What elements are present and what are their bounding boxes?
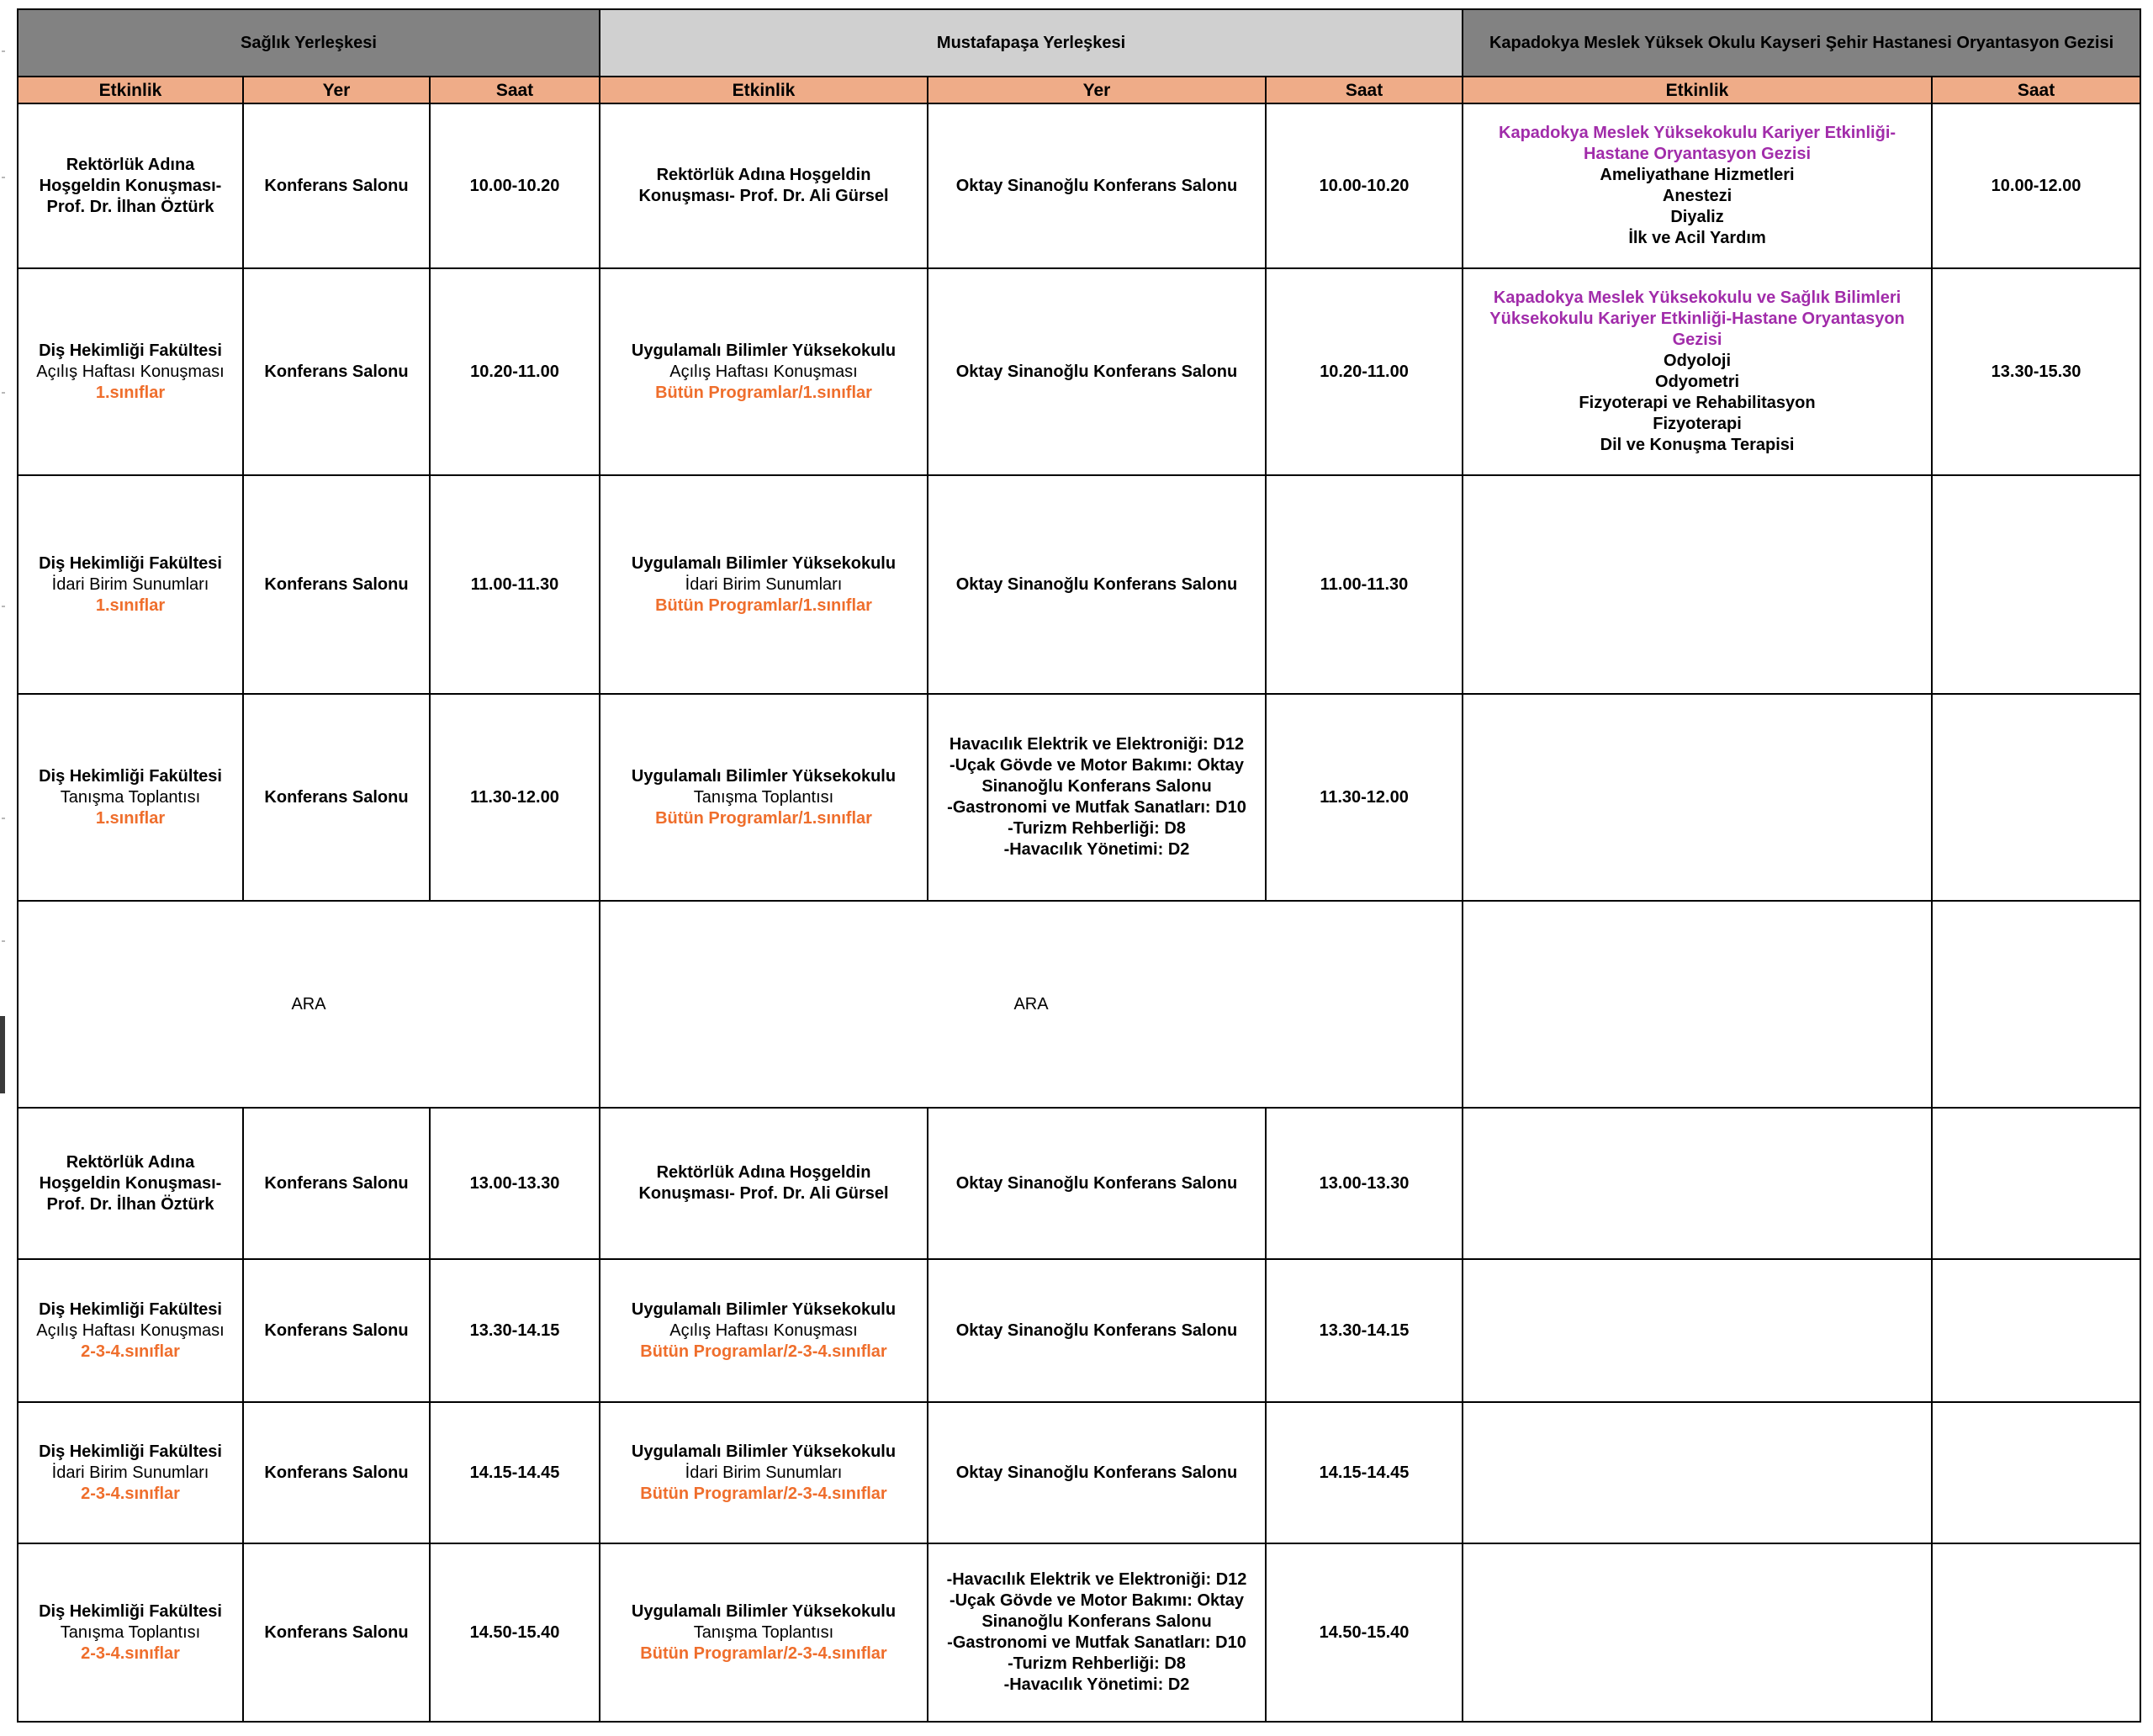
place-line: Oktay Sinanoğlu Konferans Salonu <box>955 362 1238 381</box>
saglik-place-cell[interactable] <box>243 694 430 901</box>
saglik-etkinlik-column-header[interactable]: Etkinlik <box>18 77 243 103</box>
kapadokya-time-cell[interactable] <box>1932 475 2140 694</box>
kapadokya-event-cell[interactable] <box>1463 475 1932 694</box>
kapadokya-time-cell[interactable] <box>1932 103 2140 268</box>
kapadokya-time-cell[interactable] <box>1932 901 2140 1108</box>
saglik-time-cell[interactable] <box>430 1259 600 1402</box>
kapadokya-item: Ameliyathane Hizmetleri <box>1600 166 1795 184</box>
event-line: Konuşması- Prof. Dr. Ali Gürsel <box>638 187 889 205</box>
table-row <box>18 268 2140 475</box>
event-subtitle: Açılış Haftası Konuşması <box>36 1321 225 1340</box>
event-subtitle: İdari Birim Sunumları <box>51 574 209 594</box>
row-tick <box>2 392 5 394</box>
saglik-saat-column-header[interactable]: Saat <box>430 77 600 103</box>
table-row <box>18 1108 2140 1259</box>
event-line: Rektörlük Adına Hoşgeldin <box>656 166 871 184</box>
campus-header-row <box>18 9 2140 77</box>
class-label: 2-3-4.sınıflar <box>81 1484 180 1503</box>
saglik-place-cell[interactable] <box>243 475 430 694</box>
kapadokya-title-line: Kapadokya Meslek Yüksekokulu ve Sağlık Bilimleri <box>1493 288 1902 307</box>
time-label: 13.30-15.30 <box>1991 362 2082 381</box>
event-line: Rektörlük Adına <box>66 155 195 174</box>
table-row <box>18 103 2140 268</box>
saglik-time-cell[interactable] <box>430 268 600 475</box>
mustafapasa-event-cell[interactable] <box>600 1402 928 1543</box>
place-label: Konferans Salonu <box>264 1622 409 1642</box>
class-label: 2-3-4.sınıflar <box>81 1342 180 1361</box>
kapadokya-event-cell[interactable] <box>1463 901 1932 1108</box>
saglik-place-cell[interactable] <box>243 1402 430 1543</box>
mustafapasa-event-cell[interactable] <box>600 268 928 475</box>
mustafapasa-event-cell[interactable] <box>600 103 928 268</box>
place-label: Konferans Salonu <box>264 787 409 807</box>
table-row <box>18 1543 2140 1722</box>
class-label: 1.sınıflar <box>95 383 166 402</box>
event-title: Diş Hekimliği Fakültesi <box>39 1601 222 1621</box>
kapadokya-item: Dil ve Konuşma Terapisi <box>1600 436 1795 454</box>
saglik-event-cell[interactable] <box>18 694 243 901</box>
row-tick <box>2 606 5 607</box>
mustafapasa-etkinlik-column-header[interactable]: Etkinlik <box>600 77 928 103</box>
event-title: Uygulamalı Bilimler Yüksekokulu <box>631 553 897 573</box>
kapadokya-item: Fizyoterapi <box>1653 415 1742 433</box>
place-label: Konferans Salonu <box>264 176 409 195</box>
place-line: -Gastronomi ve Mutfak Sanatları: D10 <box>947 798 1246 817</box>
place-line: Oktay Sinanoğlu Konferans Salonu <box>955 1173 1238 1193</box>
row-tick <box>2 50 5 52</box>
row-tick <box>2 818 5 819</box>
event-line: Konuşması- Prof. Dr. Ali Gürsel <box>638 1184 889 1203</box>
place-line: Oktay Sinanoğlu Konferans Salonu <box>955 574 1238 594</box>
time-label: 10.00-10.20 <box>1319 176 1410 195</box>
mustafapasa-event-cell[interactable] <box>600 1259 928 1402</box>
event-title: Uygulamalı Bilimler Yüksekokulu <box>631 1601 897 1621</box>
event-line: Rektörlük Adına Hoşgeldin <box>656 1163 871 1182</box>
time-label: 13.30-14.15 <box>1319 1321 1410 1340</box>
saglik-time-cell[interactable] <box>430 103 600 268</box>
event-line: Hoşgeldin Konuşması- <box>39 1173 222 1193</box>
event-subtitle: Açılış Haftası Konuşması <box>36 362 225 381</box>
saglik-time-cell[interactable] <box>430 1543 600 1722</box>
place-label: Konferans Salonu <box>264 574 409 594</box>
time-label: 10.00-10.20 <box>469 176 560 195</box>
place-label: Konferans Salonu <box>264 1463 409 1482</box>
break-label: ARA <box>1013 994 1049 1014</box>
mustafapasa-event-cell[interactable] <box>600 475 928 694</box>
kapadokya-event-cell[interactable] <box>1463 1108 1932 1259</box>
place-line: -Havacılık Yönetimi: D2 <box>1003 840 1190 859</box>
kapadokya-item: Anestezi <box>1662 187 1732 205</box>
time-label: 10.20-11.00 <box>470 362 559 381</box>
class-label: 1.sınıflar <box>95 595 166 615</box>
mustafapasa-time-cell[interactable] <box>1266 1108 1463 1259</box>
event-subtitle: Tanışma Toplantısı <box>60 787 201 807</box>
kapadokya-time-cell[interactable] <box>1932 694 2140 901</box>
mustafapasa-place-cell[interactable] <box>928 1108 1266 1259</box>
place-line: Sinanoğlu Konferans Salonu <box>981 1612 1212 1631</box>
mustafapasa-event-cell[interactable] <box>600 694 928 901</box>
kapadokya-event-cell[interactable] <box>1463 103 1932 268</box>
mustafapasa-place-cell[interactable] <box>928 1259 1266 1402</box>
class-label: Bütün Programlar/2-3-4.sınıflar <box>640 1484 887 1503</box>
event-subtitle: Açılış Haftası Konuşması <box>669 362 858 381</box>
class-label: Bütün Programlar/1.sınıflar <box>655 808 872 828</box>
place-line: Oktay Sinanoğlu Konferans Salonu <box>955 1463 1238 1482</box>
event-title: Diş Hekimliği Fakültesi <box>39 766 222 786</box>
class-label: Bütün Programlar/2-3-4.sınıflar <box>640 1643 887 1663</box>
kapadokya-title-line: Gezisi <box>1672 331 1722 349</box>
break-label: ARA <box>291 994 326 1014</box>
event-title: Uygulamalı Bilimler Yüksekokulu <box>631 766 897 786</box>
saglik-event-cell[interactable] <box>18 268 243 475</box>
time-label: 13.00-13.30 <box>469 1173 560 1193</box>
kapadokya-item: Fizyoterapi ve Rehabilitasyon <box>1579 394 1816 412</box>
break-cell-saglik[interactable] <box>18 901 600 1108</box>
saglik-event-cell[interactable] <box>18 475 243 694</box>
event-subtitle: Tanışma Toplantısı <box>693 1622 834 1642</box>
mustafapasa-place-cell[interactable] <box>928 694 1266 901</box>
place-line: -Uçak Gövde ve Motor Bakımı: Oktay <box>949 756 1245 775</box>
saglik-time-cell[interactable] <box>430 1108 600 1259</box>
time-label: 13.00-13.30 <box>1319 1173 1410 1193</box>
place-line: Havacılık Elektrik ve Elektroniği: D12 <box>949 735 1245 754</box>
kapadokya-item: Odyometri <box>1655 373 1740 391</box>
event-title: Diş Hekimliği Fakültesi <box>39 341 222 360</box>
event-title: Uygulamalı Bilimler Yüksekokulu <box>631 341 897 360</box>
event-subtitle: Açılış Haftası Konuşması <box>669 1321 858 1340</box>
time-label: 14.50-15.40 <box>1319 1622 1410 1642</box>
campus-mustafapasa-header[interactable]: Mustafapaşa Yerleşkesi <box>600 9 1463 77</box>
kapadokya-time-cell[interactable] <box>1932 1108 2140 1259</box>
kapadokya-event-cell[interactable] <box>1463 1402 1932 1543</box>
row-tick <box>2 940 5 942</box>
kapadokya-event-cell[interactable] <box>1463 694 1932 901</box>
class-label: Bütün Programlar/1.sınıflar <box>655 383 872 402</box>
class-label: Bütün Programlar/2-3-4.sınıflar <box>640 1342 887 1361</box>
class-label: 1.sınıflar <box>95 808 166 828</box>
mustafapasa-place-cell[interactable] <box>928 103 1266 268</box>
place-line: -Turizm Rehberliği: D8 <box>1008 1654 1186 1673</box>
campus-saglik-header[interactable]: Sağlık Yerleşkesi <box>18 9 600 77</box>
event-title: Uygulamalı Bilimler Yüksekokulu <box>631 1442 897 1461</box>
resize-handle[interactable] <box>0 1016 5 1093</box>
mustafapasa-event-cell[interactable] <box>600 1108 928 1259</box>
saglik-place-cell[interactable] <box>243 268 430 475</box>
saglik-time-cell[interactable] <box>430 1402 600 1543</box>
place-label: Konferans Salonu <box>264 1173 409 1193</box>
saglik-place-cell[interactable] <box>243 1108 430 1259</box>
mustafapasa-time-cell[interactable] <box>1266 475 1463 694</box>
table-row <box>18 1259 2140 1402</box>
event-line: Rektörlük Adına <box>66 1152 195 1172</box>
kapadokya-item: Diyaliz <box>1670 208 1724 226</box>
place-line: Sinanoğlu Konferans Salonu <box>981 777 1212 796</box>
kapadokya-saat-column-header[interactable]: Saat <box>1932 77 2140 103</box>
row-tick <box>2 177 5 178</box>
event-title: Diş Hekimliği Fakültesi <box>39 1442 222 1461</box>
time-label: 10.00-12.00 <box>1991 176 2082 195</box>
mustafapasa-yer-column-header[interactable]: Yer <box>928 77 1266 103</box>
saglik-yer-column-header[interactable]: Yer <box>243 77 430 103</box>
time-label: 11.00-11.30 <box>470 574 559 594</box>
kapadokya-event-cell[interactable] <box>1463 1259 1932 1402</box>
event-title: Uygulamalı Bilimler Yüksekokulu <box>631 1299 897 1319</box>
time-label: 11.30-12.00 <box>1320 787 1409 807</box>
kapadokya-time-cell[interactable] <box>1932 1543 2140 1722</box>
time-label: 11.00-11.30 <box>1320 574 1409 594</box>
mustafapasa-time-cell[interactable] <box>1266 268 1463 475</box>
event-title: Diş Hekimliği Fakültesi <box>39 553 222 573</box>
saglik-event-cell[interactable] <box>18 103 243 268</box>
mustafapasa-time-cell[interactable] <box>1266 103 1463 268</box>
place-line: Oktay Sinanoğlu Konferans Salonu <box>955 1321 1238 1340</box>
mustafapasa-saat-column-header[interactable]: Saat <box>1266 77 1463 103</box>
schedule-table <box>17 8 2141 1723</box>
event-subtitle: İdari Birim Sunumları <box>685 574 843 594</box>
mustafapasa-time-cell[interactable] <box>1266 694 1463 901</box>
saglik-time-cell[interactable] <box>430 694 600 901</box>
kapadokya-item: Odyoloji <box>1664 352 1732 370</box>
event-line: Hoşgeldin Konuşması- <box>39 176 222 195</box>
column-header-row <box>18 77 2140 103</box>
class-label: 2-3-4.sınıflar <box>81 1643 180 1663</box>
kapadokya-title-line: Kapadokya Meslek Yüksekokulu Kariyer Etkinliği- <box>1499 124 1896 142</box>
event-subtitle: İdari Birim Sunumları <box>685 1463 843 1482</box>
table-row <box>18 475 2140 694</box>
saglik-event-cell[interactable] <box>18 1108 243 1259</box>
row-edge-marks <box>0 0 17 1736</box>
event-subtitle: İdari Birim Sunumları <box>51 1463 209 1482</box>
place-line: -Gastronomi ve Mutfak Sanatları: D10 <box>947 1633 1246 1652</box>
kapadokya-event-cell[interactable] <box>1463 1543 1932 1722</box>
event-subtitle: Tanışma Toplantısı <box>60 1622 201 1642</box>
saglik-event-cell[interactable] <box>18 1402 243 1543</box>
saglik-place-cell[interactable] <box>243 103 430 268</box>
kapadokya-title-line: Hastane Oryantasyon Gezisi <box>1583 145 1812 163</box>
table-row <box>18 1402 2140 1543</box>
place-line: -Turizm Rehberliği: D8 <box>1008 819 1186 838</box>
time-label: 14.50-15.40 <box>469 1622 560 1642</box>
place-line: Oktay Sinanoğlu Konferans Salonu <box>955 176 1238 195</box>
break-cell-mustafapasa[interactable] <box>600 901 1463 1108</box>
time-label: 11.30-12.00 <box>470 787 559 807</box>
campus-kapadokya-header[interactable]: Kapadokya Meslek Yüksek Okulu Kayseri Şehir Hastanesi Oryantasyon Gezisi <box>1463 9 2140 77</box>
kapadokya-item: İlk ve Acil Yardım <box>1628 229 1766 247</box>
mustafapasa-time-cell[interactable] <box>1266 1543 1463 1722</box>
mustafapasa-place-cell[interactable] <box>928 475 1266 694</box>
mustafapasa-event-cell[interactable] <box>600 1543 928 1722</box>
event-subtitle: Tanışma Toplantısı <box>693 787 834 807</box>
table-row <box>18 901 2140 1108</box>
event-line: Prof. Dr. İlhan Öztürk <box>46 197 214 216</box>
class-label: Bütün Programlar/1.sınıflar <box>655 595 872 615</box>
place-line: -Uçak Gövde ve Motor Bakımı: Oktay <box>949 1591 1245 1610</box>
kapadokya-time-cell[interactable] <box>1932 268 2140 475</box>
kapadokya-event-cell[interactable] <box>1463 268 1932 475</box>
time-label: 14.15-14.45 <box>469 1463 560 1482</box>
mustafapasa-place-cell[interactable] <box>928 268 1266 475</box>
time-label: 14.15-14.45 <box>1319 1463 1410 1482</box>
event-line: Prof. Dr. İlhan Öztürk <box>46 1194 214 1214</box>
time-label: 10.20-11.00 <box>1320 362 1409 381</box>
mustafapasa-place-cell[interactable] <box>928 1402 1266 1543</box>
place-label: Konferans Salonu <box>264 362 409 381</box>
time-label: 13.30-14.15 <box>469 1321 560 1340</box>
mustafapasa-time-cell[interactable] <box>1266 1259 1463 1402</box>
saglik-place-cell[interactable] <box>243 1543 430 1722</box>
event-title: Diş Hekimliği Fakültesi <box>39 1299 222 1319</box>
kapadokya-time-cell[interactable] <box>1932 1402 2140 1543</box>
table-row <box>18 694 2140 901</box>
kapadokya-etkinlik-column-header[interactable]: Etkinlik <box>1463 77 1932 103</box>
saglik-event-cell[interactable] <box>18 1543 243 1722</box>
saglik-place-cell[interactable] <box>243 1259 430 1402</box>
place-line: -Havacılık Elektrik ve Elektroniği: D12 <box>946 1570 1247 1589</box>
mustafapasa-time-cell[interactable] <box>1266 1402 1463 1543</box>
kapadokya-title-line: Yüksekokulu Kariyer Etkinliği-Hastane Oryantasyon <box>1489 310 1905 328</box>
place-line: -Havacılık Yönetimi: D2 <box>1003 1675 1190 1694</box>
place-label: Konferans Salonu <box>264 1321 409 1340</box>
saglik-event-cell[interactable] <box>18 1259 243 1402</box>
saglik-time-cell[interactable] <box>430 475 600 694</box>
kapadokya-time-cell[interactable] <box>1932 1259 2140 1402</box>
mustafapasa-place-cell[interactable] <box>928 1543 1266 1722</box>
